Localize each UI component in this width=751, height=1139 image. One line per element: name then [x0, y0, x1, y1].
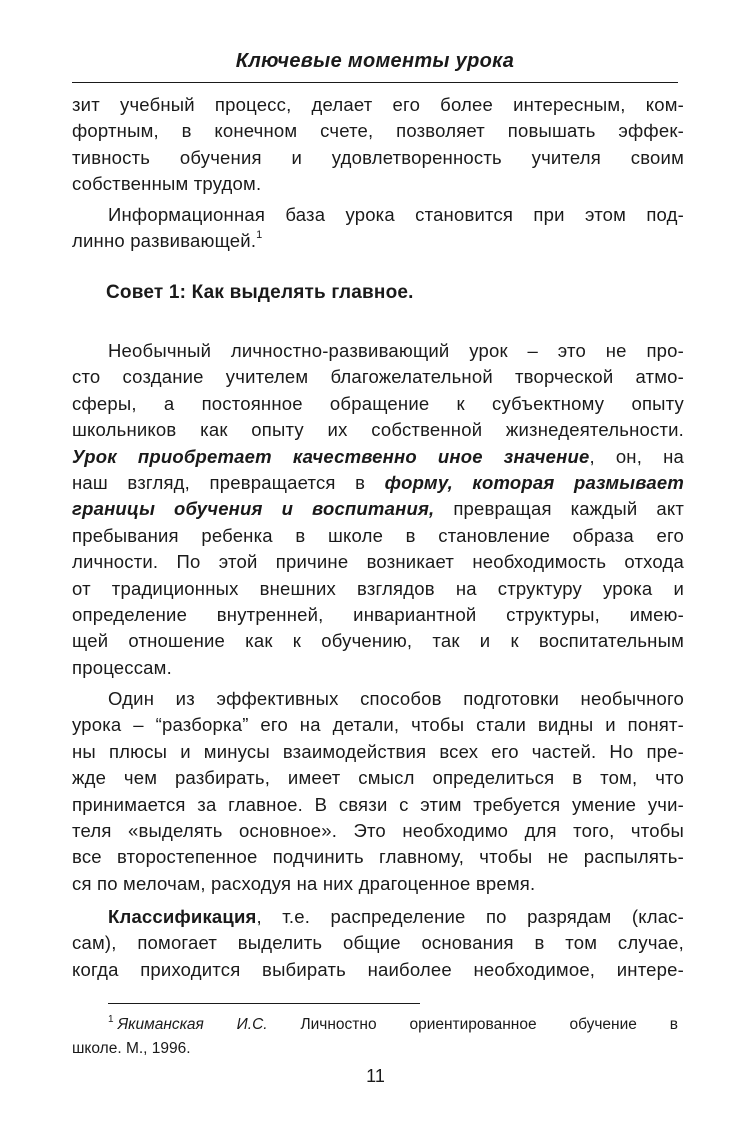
emphasis: форму, которая размывает	[384, 472, 684, 494]
text-line: ся по мелочам, расходуя на них драгоценное время.	[72, 872, 536, 894]
text-line: фортным, в конечном счете, позволяет повышать эффек-	[72, 120, 684, 142]
footnote-ref: 1	[256, 229, 263, 242]
text-run: , т.е. распределение по разрядам (клас-	[256, 906, 684, 927]
paragraph-5	[72, 904, 684, 983]
text-line: когда приходится выбирать наиболее необходимое, интере-	[72, 958, 684, 980]
text-line: жде чем разбирать, имеет смысл определиться в том, что	[72, 767, 684, 789]
text-line: школьников как опыту их собственной жизнедеятельности.	[72, 419, 684, 441]
paragraph-2	[72, 202, 684, 255]
text-line: Один из эффективных способов подготовки необычного	[108, 688, 684, 709]
text-line: тивность обучения и удовлетворенность учителя своим	[72, 146, 684, 168]
text-run: Личностно ориентированное обучение в	[267, 1016, 679, 1033]
paragraph-1	[72, 92, 684, 198]
text-line	[72, 904, 684, 930]
text-line	[72, 470, 684, 496]
footnote-line	[72, 1014, 678, 1038]
footnote-author: Якиманская И.С.	[117, 1016, 268, 1033]
text-line: Необычный личностно-развивающий урок – это не про-	[108, 340, 684, 361]
text-line: процессам.	[72, 656, 172, 678]
text-line: от традиционных внешних взглядов на структуру урока и	[72, 577, 684, 599]
text-run: , он, на	[589, 445, 684, 467]
text-line: урока – “разборка” его на детали, чтобы стали видны и понят-	[72, 714, 684, 736]
running-head: Ключевые моменты урока	[235, 50, 515, 72]
text-line: все второстепенное подчинить главному, чтобы не распылять-	[72, 846, 684, 868]
section-heading: Совет 1: Как выделять главное.	[106, 282, 414, 303]
text-line: пребывания ребенка в школе в становление образа его	[72, 524, 684, 546]
paragraph-4	[72, 686, 684, 897]
text-line	[72, 496, 684, 522]
text-line: личности. По этой причине возникает необходимость отхода	[72, 551, 684, 573]
footnote	[72, 1014, 678, 1060]
text-line: сто создание учителем благожелательной творческой атмо-	[72, 366, 684, 388]
footnote-mark: 1	[108, 1014, 114, 1025]
text-run: линно развивающей.	[72, 230, 257, 252]
text-line: собственным трудом.	[72, 173, 262, 195]
footnote-line: школе. М., 1996.	[72, 1040, 191, 1057]
text-line	[72, 228, 684, 254]
text-line: щей отношение как к обучению, так и к воспитательным	[72, 630, 684, 652]
page-number: 11	[366, 1066, 385, 1086]
text-line: принимается за главное. В связи с этим требуется умение учи-	[72, 793, 684, 815]
text-line: определение внутренней, инвариантной структуры, имею-	[72, 604, 684, 626]
text-line: сам), помогает выделить общие основания в том случае,	[72, 932, 684, 954]
text-line	[72, 444, 684, 470]
footnote-rule	[108, 1003, 420, 1004]
text-line: теля «выделять основное». Это необходимо для того, чтобы	[72, 820, 684, 842]
text-line: ны плюсы и минусы взаимодействия всех его частей. Но пре-	[72, 740, 684, 762]
header-rule	[72, 82, 678, 83]
text-line: сферы, а постоянное обращение к субъектному опыту	[72, 392, 684, 414]
text-line: Информационная база урока становится при этом под-	[108, 204, 684, 225]
term: Классификация	[108, 906, 257, 927]
text-line: зит учебный процесс, делает его более интересным, ком-	[72, 94, 684, 115]
paragraph-3	[72, 338, 684, 681]
text-run: превращая каждый акт	[434, 498, 684, 520]
text-run: наш взгляд, превращается в	[72, 472, 385, 494]
emphasis: Урок приобретает качественно иное значение	[72, 445, 590, 467]
emphasis: границы обучения и воспитания,	[72, 498, 435, 520]
